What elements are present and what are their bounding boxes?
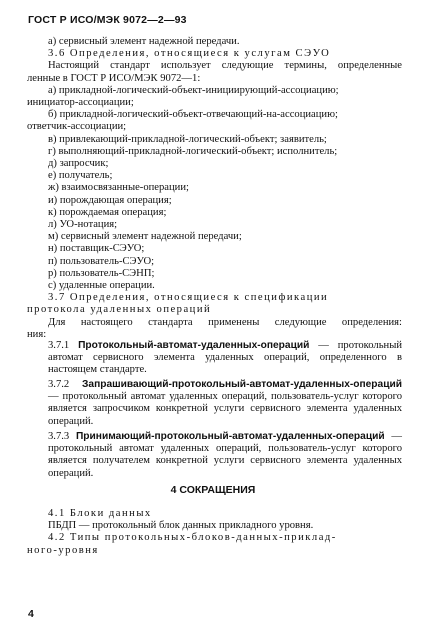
text-line: м) сервисный элемент надежной передачи; (48, 231, 242, 243)
text-line: р) пользователь-СЭНП; (48, 267, 155, 279)
text-line: е) получатель; (48, 170, 113, 182)
text-line: ного-уровня (27, 544, 99, 556)
document-header: ГОСТ Р ИСО/МЭК 9072—2—93 (28, 14, 187, 26)
text-line: протокола удаленных операций (27, 304, 212, 316)
text-line: л) УО-нотация; (48, 219, 118, 231)
text-line: п) пользователь-СЭУО; (48, 255, 155, 267)
definition-text: — протокольный автомат удаленных операций, пользователь-услуг которого является запросчиком конкретной услуги сервисного элемента удаленных операций. (48, 391, 402, 427)
text-line: б) прикладной-логический-объект-отвечающий-на-ассоциацию; (48, 109, 338, 121)
text-line: Настоящий стандарт использует следующие термины, определенные (48, 60, 402, 72)
text-line: д) запросчик; (48, 158, 109, 170)
text-line: а) прикладной-логический-объект-инициирующий-ассоциацию; (48, 84, 339, 96)
text-line: ж) взаимосвязанные-операции; (48, 182, 189, 194)
definition-3-7-3 (27, 431, 402, 480)
text-line: и) порождающая операция; (48, 194, 172, 206)
definition-number: 3.7.1 (48, 340, 70, 351)
text-line: а) сервисный элемент надежной передачи. (48, 36, 240, 47)
text-line: 4.2 Типы протокольных-блоков-данных-приклад- (48, 532, 337, 544)
definition-term: Запрашивающий-протокольный-автомат-удаленных-операций (82, 379, 402, 390)
text-line: 3.7 Определения, относящиеся к спецификации (48, 292, 329, 304)
text-line: к) порождаемая операция; (48, 206, 167, 218)
definition-term: Принимающий-протокольный-автомат-удаленных-операций (75, 431, 385, 442)
text-line: ния: (27, 328, 47, 340)
text-line: инициатор-ассоциации; (27, 97, 134, 108)
definition-text: — протокольный автомат сервисного элемента удаленных операций, определенного в настоящем стандарте. (48, 340, 402, 376)
text-line: ленные в ГОСТ Р ИСО/МЭК 9072—1: (27, 72, 201, 84)
text-line: в) привлекающий-прикладной-логический-объект; заявитель; (48, 133, 327, 145)
text-line: н) поставщик-СЭУО; (48, 243, 145, 255)
abbreviations-list (27, 508, 402, 557)
definition-number: 3.7.3 (48, 431, 70, 442)
text-line: 4.1 Блоки данных (48, 508, 152, 519)
section-4-title: 4 СОКРАЩЕНИЯ (170, 484, 256, 496)
definition-3-7-1 (27, 340, 402, 377)
text-line: 3.6 Определения, относящиеся к услугам СЭУО (48, 48, 331, 60)
definition-text: — протокольный автомат удаленных операций, пользователь-услуг которого является получателем конкретной услуги сервисного элемента удаленных операций. (48, 431, 402, 479)
text-line: Для настоящего стандарта применены следующие определения: (48, 316, 402, 328)
definition-3-7-2 (27, 379, 402, 428)
definitions-list (27, 36, 402, 341)
text-line: г) выполняющий-прикладной-логический-объект; исполнитель; (48, 145, 338, 157)
definition-term: Протокольный-автомат-удаленных-операций (78, 340, 310, 351)
page-number: 4 (28, 608, 34, 620)
text-line: ответчик-ассоциации; (27, 121, 127, 133)
text-line: с) удаленные операции. (48, 280, 155, 292)
definition-number: 3.7.2 (48, 379, 70, 390)
text-line: ПБДП — протокольный блок данных прикладного уровня. (48, 520, 314, 532)
